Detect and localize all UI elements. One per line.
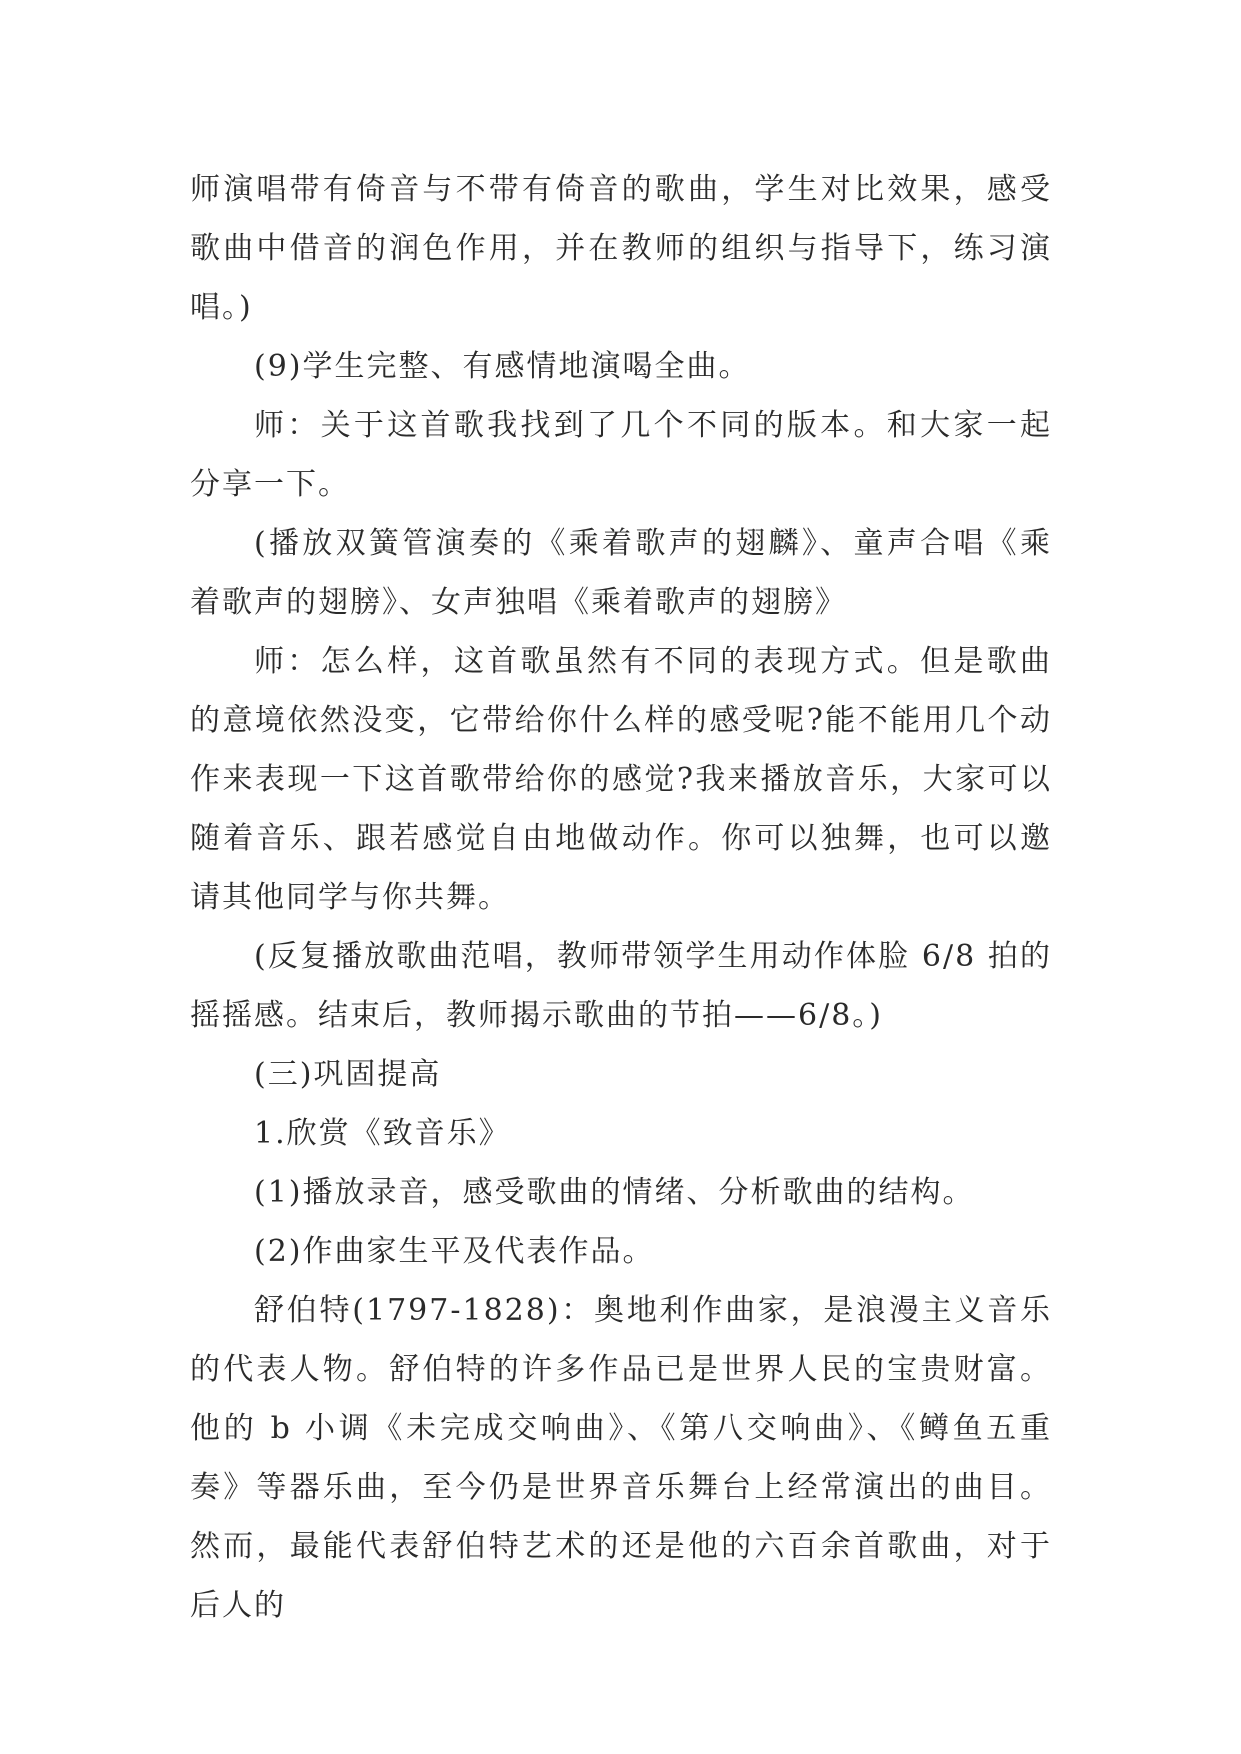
paragraph-4: (播放双簧管演奏的《乘着歌声的翅麟》、童声合唱《乘着歌声的翅膀》、女声独唱《乘着歌声的翅膀》: [190, 526, 1052, 620]
paragraph-1: 师演唱带有倚音与不带有倚音的歌曲，学生对比效果，感受歌曲中借音的润色作用，并在教师的组织与指导下，练习演唱。): [190, 172, 1052, 325]
paragraph-11: 舒伯特(1797-1828)：奥地利作曲家，是浪漫主义音乐的代表人物。舒伯特的许多作品已是世界人民的宝贵财富。他的 b 小调《未完成交响曲》、《第八交响曲》、《鳟鱼五重奏》等器乐曲，至今仍是世界音乐舞台上经常演出的曲目。然而，最能代表舒伯特艺术的还是他的六百余首歌曲，对于后人的: [190, 1293, 1052, 1623]
section-heading: (三)巩固提高: [254, 1057, 442, 1092]
paragraph-2: (9)学生完整、有感情地演喝全曲。: [254, 349, 751, 384]
paragraph-5: 师：怎么样，这首歌虽然有不同的表现方式。但是歌曲的意境依然没变，它带给你什么样的感受呢?能不能用几个动作来表现一下这首歌带给你的感觉?我来播放音乐，大家可以随着音乐、跟若感觉自由地做动作。你可以独舞，也可以邀请其他同学与你共舞。: [190, 644, 1052, 915]
subsection-heading: 1.欣赏《致音乐》: [254, 1116, 511, 1151]
paragraph-3: 师：关于这首歌我找到了几个不同的版本。和大家一起分享一下。: [190, 408, 1052, 502]
document-body: [190, 160, 1052, 1635]
paragraph-6: (反复播放歌曲范唱，教师带领学生用动作体脸 6/8 拍的摇摇感。结束后，教师揭示歌曲的节拍——6/8。): [190, 939, 1052, 1033]
paragraph-10: (2)作曲家生平及代表作品。: [254, 1234, 655, 1269]
paragraph-9: (1)播放录音，感受歌曲的情绪、分析歌曲的结构。: [254, 1175, 975, 1210]
